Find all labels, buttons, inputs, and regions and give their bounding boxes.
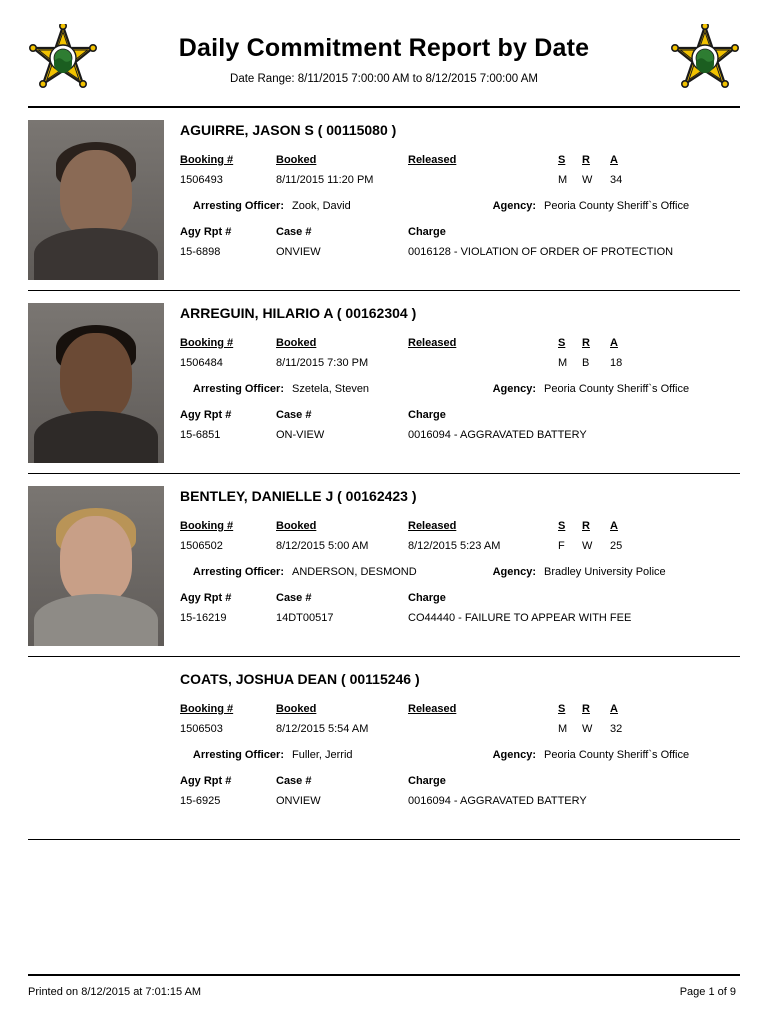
col-header-booked: Booked <box>276 520 317 532</box>
race-value: W <box>582 540 593 552</box>
col-header-case: Case # <box>276 409 312 421</box>
booking-number: 1506503 <box>180 723 223 735</box>
charge-values-row <box>180 795 740 807</box>
col-header-booking: Booking # <box>180 703 234 715</box>
col-header-released: Released <box>408 520 457 532</box>
race-value: W <box>582 174 593 186</box>
arresting-officer-value: Zook, David <box>292 200 351 212</box>
col-header-charge: Charge <box>408 226 446 238</box>
col-header-booking: Booking # <box>180 520 234 532</box>
race-value: B <box>582 357 590 369</box>
report-footer <box>28 976 740 998</box>
booking-number: 1506502 <box>180 540 223 552</box>
inmate-name: AGUIRRE, JASON S ( 00115080 ) <box>180 122 397 138</box>
charge-header-row <box>180 775 740 787</box>
agency-value: Peoria County Sheriff`s Office <box>544 383 690 395</box>
charge-value: 0016128 - VIOLATION OF ORDER OF PROTECTION <box>408 246 674 258</box>
record-details <box>180 486 740 646</box>
col-header-case: Case # <box>276 592 312 604</box>
booking-number: 1506484 <box>180 357 223 369</box>
booked-datetime: 8/12/2015 5:54 AM <box>276 723 369 735</box>
mugshot-photo <box>28 486 164 646</box>
col-header-released: Released <box>408 154 457 166</box>
inmate-name: BENTLEY, DANIELLE J ( 00162423 ) <box>180 488 417 504</box>
charge-values-row <box>180 612 740 624</box>
case-value: ONVIEW <box>276 795 321 807</box>
booking-header-row <box>180 337 740 349</box>
sex-value: F <box>558 540 565 552</box>
record-row <box>28 291 740 474</box>
printed-timestamp: Printed on 8/12/2015 at 7:01:15 AM <box>28 986 202 998</box>
age-value: 32 <box>610 723 623 735</box>
col-header-booked: Booked <box>276 703 317 715</box>
agy-rpt-value: 15-6925 <box>180 795 221 807</box>
booked-datetime: 8/12/2015 5:00 AM <box>276 540 369 552</box>
race-value: W <box>582 723 593 735</box>
sheriff-star-badge-right-icon <box>670 24 740 96</box>
booked-datetime: 8/11/2015 11:20 PM <box>276 174 374 186</box>
agency-value: Peoria County Sheriff`s Office <box>544 749 690 761</box>
charge-value: 0016094 - AGGRAVATED BATTERY <box>408 795 587 807</box>
record-row <box>28 108 740 291</box>
col-header-race: R <box>582 154 590 166</box>
mugshot-slot <box>28 486 164 646</box>
agy-rpt-value: 15-16219 <box>180 612 227 624</box>
age-value: 18 <box>610 357 623 369</box>
col-header-race: R <box>582 520 590 532</box>
released-datetime: 8/12/2015 5:23 AM <box>408 540 501 552</box>
col-header-agy-rpt: Agy Rpt # <box>180 775 232 787</box>
arresting-officer-value: Szetela, Steven <box>292 383 370 395</box>
records-list <box>28 108 740 1024</box>
age-value: 25 <box>610 540 623 552</box>
charge-values-row <box>180 246 740 258</box>
case-value: ON-VIEW <box>276 429 325 441</box>
case-value: 14DT00517 <box>276 612 334 624</box>
charge-header-row <box>180 226 740 238</box>
agy-rpt-value: 15-6851 <box>180 429 221 441</box>
page-number: Page 1 of 9 <box>679 986 736 998</box>
col-header-agy-rpt: Agy Rpt # <box>180 409 232 421</box>
col-header-sex: S <box>558 154 566 166</box>
record-details <box>180 120 740 280</box>
age-value: 34 <box>610 174 623 186</box>
col-header-agy-rpt: Agy Rpt # <box>180 592 232 604</box>
col-header-age: A <box>610 154 618 166</box>
arresting-officer-value: Fuller, Jerrid <box>292 749 353 761</box>
charge-header-row <box>180 409 740 421</box>
col-header-sex: S <box>558 703 566 715</box>
record-details <box>180 669 740 829</box>
footer-area <box>28 974 740 998</box>
agy-rpt-value: 15-6898 <box>180 246 221 258</box>
col-header-booked: Booked <box>276 154 317 166</box>
record-row <box>28 657 740 840</box>
agency-label: Agency: <box>492 749 536 761</box>
col-header-age: A <box>610 703 618 715</box>
sheriff-star-badge-left-icon <box>28 24 98 96</box>
col-header-charge: Charge <box>408 409 446 421</box>
col-header-charge: Charge <box>408 592 446 604</box>
booking-values-row <box>180 357 740 369</box>
col-header-race: R <box>582 337 590 349</box>
agency-label: Agency: <box>492 383 536 395</box>
officer-agency-row <box>180 749 740 761</box>
officer-agency-row <box>180 566 740 578</box>
header-titles <box>98 35 670 85</box>
charge-value: CO44440 - FAILURE TO APPEAR WITH FEE <box>408 612 632 624</box>
col-header-age: A <box>610 520 618 532</box>
col-header-race: R <box>582 703 590 715</box>
booking-values-row <box>180 540 740 552</box>
arresting-officer-label: Arresting Officer: <box>192 383 284 395</box>
charge-values-row <box>180 429 740 441</box>
agency-label: Agency: <box>492 566 536 578</box>
col-header-booking: Booking # <box>180 154 234 166</box>
charge-value: 0016094 - AGGRAVATED BATTERY <box>408 429 587 441</box>
col-header-booking: Booking # <box>180 337 234 349</box>
inmate-name: COATS, JOSHUA DEAN ( 00115246 ) <box>180 671 420 687</box>
mugshot-photo <box>28 303 164 463</box>
sex-value: M <box>558 723 568 735</box>
col-header-sex: S <box>558 337 566 349</box>
agency-value: Peoria County Sheriff`s Office <box>544 200 690 212</box>
booking-number: 1506493 <box>180 174 223 186</box>
agency-value: Bradley University Police <box>544 566 666 578</box>
mugshot-slot <box>28 303 164 463</box>
col-header-case: Case # <box>276 226 312 238</box>
arresting-officer-label: Arresting Officer: <box>192 749 284 761</box>
booking-header-row <box>180 154 740 166</box>
col-header-booked: Booked <box>276 337 317 349</box>
charge-header-row <box>180 592 740 604</box>
col-header-released: Released <box>408 703 457 715</box>
inmate-name: ARREGUIN, HILARIO A ( 00162304 ) <box>180 305 417 321</box>
booking-header-row <box>180 703 740 715</box>
report-header <box>28 18 740 106</box>
col-header-released: Released <box>408 337 457 349</box>
col-header-case: Case # <box>276 775 312 787</box>
arresting-officer-label: Arresting Officer: <box>192 200 284 212</box>
col-header-age: A <box>610 337 618 349</box>
agency-label: Agency: <box>492 200 536 212</box>
col-header-charge: Charge <box>408 775 446 787</box>
record-details <box>180 303 740 463</box>
arresting-officer-value: ANDERSON, DESMOND <box>292 566 417 578</box>
officer-agency-row <box>180 383 740 395</box>
page-title: Daily Commitment Report by Date <box>178 34 590 63</box>
booked-datetime: 8/11/2015 7:30 PM <box>276 357 369 369</box>
booking-values-row <box>180 723 740 735</box>
col-header-agy-rpt: Agy Rpt # <box>180 226 232 238</box>
booking-values-row <box>180 174 740 186</box>
case-value: ONVIEW <box>276 246 321 258</box>
sex-value: M <box>558 174 568 186</box>
booking-header-row <box>180 520 740 532</box>
date-range-text: Date Range: 8/11/2015 7:00:00 AM to 8/12/2015 7:00:00 AM <box>230 72 538 85</box>
sex-value: M <box>558 357 568 369</box>
officer-agency-row <box>180 200 740 212</box>
arresting-officer-label: Arresting Officer: <box>192 566 284 578</box>
mugshot-photo <box>28 120 164 280</box>
col-header-sex: S <box>558 520 566 532</box>
mugshot-slot <box>28 120 164 280</box>
record-row <box>28 474 740 657</box>
